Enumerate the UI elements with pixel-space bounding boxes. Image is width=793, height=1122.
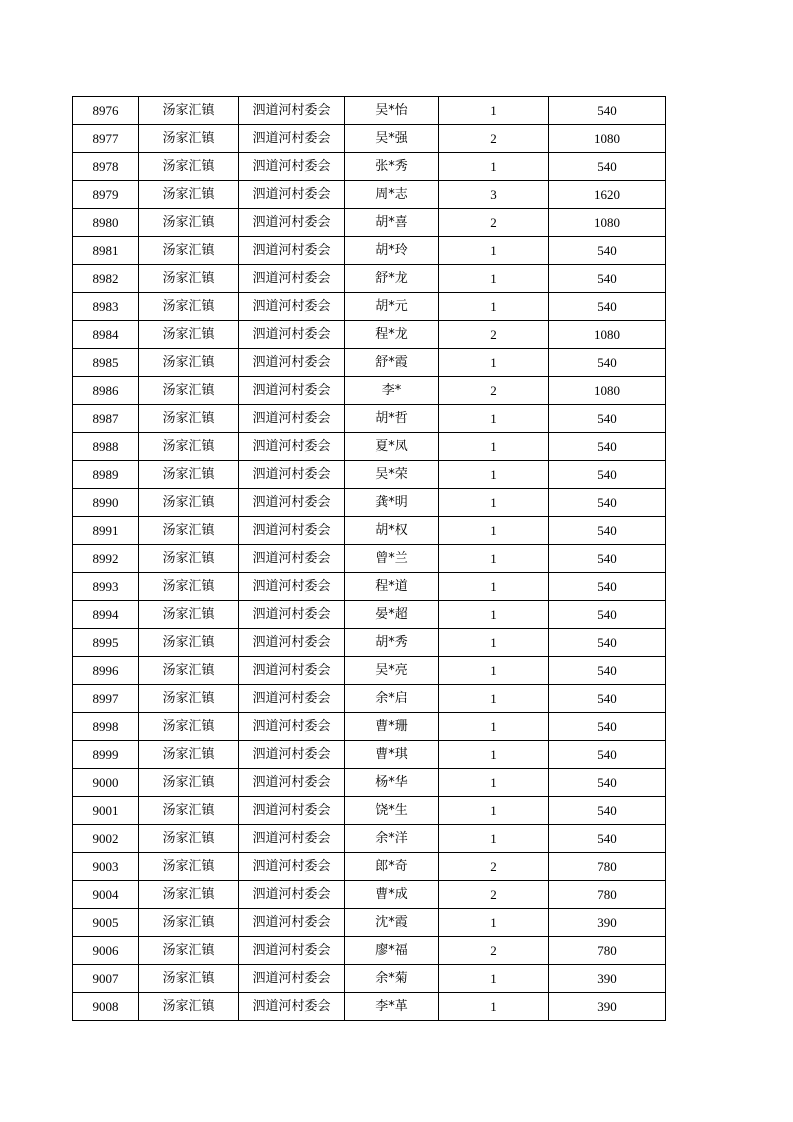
town-cell: 汤家汇镇: [139, 433, 239, 461]
person-name-cell: 胡*哲: [345, 405, 439, 433]
person-name-cell: 余*菊: [345, 965, 439, 993]
amount-cell: 540: [549, 433, 666, 461]
table-row: [73, 237, 666, 265]
roster-table-body: [73, 97, 666, 1021]
row-id-cell: 8976: [73, 97, 139, 125]
table-row: [73, 909, 666, 937]
town-cell: 汤家汇镇: [139, 853, 239, 881]
person-name-cell: 吴*亮: [345, 657, 439, 685]
village-committee-cell: 泗道河村委会: [239, 993, 345, 1021]
town-cell: 汤家汇镇: [139, 293, 239, 321]
amount-cell: 540: [549, 713, 666, 741]
count-cell: 1: [439, 517, 549, 545]
count-cell: 1: [439, 573, 549, 601]
amount-cell: 540: [549, 769, 666, 797]
village-committee-cell: 泗道河村委会: [239, 153, 345, 181]
table-row: [73, 573, 666, 601]
table-row: [73, 881, 666, 909]
amount-cell: 540: [549, 573, 666, 601]
village-committee-cell: 泗道河村委会: [239, 937, 345, 965]
count-cell: 2: [439, 377, 549, 405]
person-name-cell: 郎*奇: [345, 853, 439, 881]
town-cell: 汤家汇镇: [139, 377, 239, 405]
amount-cell: 390: [549, 909, 666, 937]
row-id-cell: 8997: [73, 685, 139, 713]
town-cell: 汤家汇镇: [139, 629, 239, 657]
amount-cell: 540: [549, 489, 666, 517]
village-committee-cell: 泗道河村委会: [239, 629, 345, 657]
village-committee-cell: 泗道河村委会: [239, 741, 345, 769]
village-committee-cell: 泗道河村委会: [239, 601, 345, 629]
town-cell: 汤家汇镇: [139, 181, 239, 209]
person-name-cell: 饶*生: [345, 797, 439, 825]
village-committee-cell: 泗道河村委会: [239, 461, 345, 489]
person-name-cell: 李*: [345, 377, 439, 405]
village-committee-cell: 泗道河村委会: [239, 657, 345, 685]
person-name-cell: 程*龙: [345, 321, 439, 349]
row-id-cell: 8977: [73, 125, 139, 153]
row-id-cell: 9007: [73, 965, 139, 993]
table-row: [73, 377, 666, 405]
table-row: [73, 125, 666, 153]
village-committee-cell: 泗道河村委会: [239, 405, 345, 433]
amount-cell: 540: [549, 657, 666, 685]
row-id-cell: 9003: [73, 853, 139, 881]
row-id-cell: 8989: [73, 461, 139, 489]
amount-cell: 540: [549, 685, 666, 713]
village-committee-cell: 泗道河村委会: [239, 489, 345, 517]
count-cell: 1: [439, 713, 549, 741]
town-cell: 汤家汇镇: [139, 741, 239, 769]
amount-cell: 540: [549, 405, 666, 433]
table-row: [73, 153, 666, 181]
count-cell: 2: [439, 321, 549, 349]
row-id-cell: 9002: [73, 825, 139, 853]
person-name-cell: 吴*强: [345, 125, 439, 153]
person-name-cell: 张*秀: [345, 153, 439, 181]
person-name-cell: 余*洋: [345, 825, 439, 853]
table-row: [73, 517, 666, 545]
row-id-cell: 8990: [73, 489, 139, 517]
count-cell: 2: [439, 881, 549, 909]
village-committee-cell: 泗道河村委会: [239, 825, 345, 853]
row-id-cell: 8994: [73, 601, 139, 629]
amount-cell: 390: [549, 993, 666, 1021]
person-name-cell: 余*启: [345, 685, 439, 713]
town-cell: 汤家汇镇: [139, 265, 239, 293]
village-committee-cell: 泗道河村委会: [239, 293, 345, 321]
village-committee-cell: 泗道河村委会: [239, 881, 345, 909]
count-cell: 1: [439, 461, 549, 489]
village-committee-cell: 泗道河村委会: [239, 853, 345, 881]
count-cell: 1: [439, 153, 549, 181]
person-name-cell: 胡*秀: [345, 629, 439, 657]
amount-cell: 780: [549, 853, 666, 881]
count-cell: 1: [439, 993, 549, 1021]
table-row: [73, 797, 666, 825]
amount-cell: 540: [549, 601, 666, 629]
table-row: [73, 209, 666, 237]
row-id-cell: 8998: [73, 713, 139, 741]
village-committee-cell: 泗道河村委会: [239, 125, 345, 153]
row-id-cell: 8993: [73, 573, 139, 601]
table-row: [73, 629, 666, 657]
table-row: [73, 265, 666, 293]
count-cell: 1: [439, 657, 549, 685]
table-row: [73, 545, 666, 573]
town-cell: 汤家汇镇: [139, 125, 239, 153]
amount-cell: 540: [549, 265, 666, 293]
amount-cell: 780: [549, 937, 666, 965]
town-cell: 汤家汇镇: [139, 349, 239, 377]
row-id-cell: 8986: [73, 377, 139, 405]
row-id-cell: 9001: [73, 797, 139, 825]
amount-cell: 1620: [549, 181, 666, 209]
amount-cell: 540: [549, 741, 666, 769]
table-row: [73, 489, 666, 517]
row-id-cell: 8991: [73, 517, 139, 545]
town-cell: 汤家汇镇: [139, 909, 239, 937]
count-cell: 1: [439, 825, 549, 853]
amount-cell: 390: [549, 965, 666, 993]
town-cell: 汤家汇镇: [139, 97, 239, 125]
count-cell: 2: [439, 937, 549, 965]
row-id-cell: 9004: [73, 881, 139, 909]
table-row: [73, 433, 666, 461]
amount-cell: 540: [549, 349, 666, 377]
table-row: [73, 97, 666, 125]
town-cell: 汤家汇镇: [139, 937, 239, 965]
count-cell: 1: [439, 433, 549, 461]
row-id-cell: 8983: [73, 293, 139, 321]
town-cell: 汤家汇镇: [139, 153, 239, 181]
person-name-cell: 程*道: [345, 573, 439, 601]
table-row: [73, 825, 666, 853]
town-cell: 汤家汇镇: [139, 713, 239, 741]
town-cell: 汤家汇镇: [139, 797, 239, 825]
table-row: [73, 853, 666, 881]
table-row: [73, 181, 666, 209]
person-name-cell: 曹*珊: [345, 713, 439, 741]
village-committee-cell: 泗道河村委会: [239, 377, 345, 405]
village-committee-cell: 泗道河村委会: [239, 209, 345, 237]
amount-cell: 540: [549, 293, 666, 321]
count-cell: 2: [439, 209, 549, 237]
count-cell: 1: [439, 489, 549, 517]
amount-cell: 780: [549, 881, 666, 909]
row-id-cell: 8979: [73, 181, 139, 209]
amount-cell: 540: [549, 545, 666, 573]
village-committee-cell: 泗道河村委会: [239, 97, 345, 125]
town-cell: 汤家汇镇: [139, 825, 239, 853]
amount-cell: 540: [549, 153, 666, 181]
table-row: [73, 293, 666, 321]
village-committee-cell: 泗道河村委会: [239, 713, 345, 741]
amount-cell: 540: [549, 797, 666, 825]
person-name-cell: 廖*福: [345, 937, 439, 965]
count-cell: 1: [439, 601, 549, 629]
table-row: [73, 349, 666, 377]
village-committee-cell: 泗道河村委会: [239, 685, 345, 713]
roster-table: [72, 96, 666, 1021]
row-id-cell: 9006: [73, 937, 139, 965]
table-row: [73, 461, 666, 489]
row-id-cell: 8985: [73, 349, 139, 377]
count-cell: 1: [439, 265, 549, 293]
row-id-cell: 8999: [73, 741, 139, 769]
town-cell: 汤家汇镇: [139, 685, 239, 713]
table-row: [73, 601, 666, 629]
village-committee-cell: 泗道河村委会: [239, 573, 345, 601]
count-cell: 1: [439, 293, 549, 321]
count-cell: 1: [439, 685, 549, 713]
village-committee-cell: 泗道河村委会: [239, 321, 345, 349]
village-committee-cell: 泗道河村委会: [239, 909, 345, 937]
count-cell: 2: [439, 853, 549, 881]
town-cell: 汤家汇镇: [139, 601, 239, 629]
town-cell: 汤家汇镇: [139, 489, 239, 517]
count-cell: 1: [439, 97, 549, 125]
person-name-cell: 曾*兰: [345, 545, 439, 573]
row-id-cell: 8980: [73, 209, 139, 237]
table-row: [73, 321, 666, 349]
count-cell: 1: [439, 349, 549, 377]
village-committee-cell: 泗道河村委会: [239, 265, 345, 293]
table-row: [73, 713, 666, 741]
village-committee-cell: 泗道河村委会: [239, 965, 345, 993]
town-cell: 汤家汇镇: [139, 769, 239, 797]
table-row: [73, 937, 666, 965]
town-cell: 汤家汇镇: [139, 237, 239, 265]
person-name-cell: 胡*玲: [345, 237, 439, 265]
town-cell: 汤家汇镇: [139, 321, 239, 349]
table-row: [73, 741, 666, 769]
count-cell: 3: [439, 181, 549, 209]
document-page: [72, 96, 665, 1021]
table-row: [73, 405, 666, 433]
person-name-cell: 胡*权: [345, 517, 439, 545]
table-row: [73, 657, 666, 685]
count-cell: 1: [439, 797, 549, 825]
table-row: [73, 685, 666, 713]
person-name-cell: 胡*元: [345, 293, 439, 321]
row-id-cell: 9000: [73, 769, 139, 797]
village-committee-cell: 泗道河村委会: [239, 237, 345, 265]
amount-cell: 540: [549, 825, 666, 853]
amount-cell: 1080: [549, 125, 666, 153]
village-committee-cell: 泗道河村委会: [239, 797, 345, 825]
town-cell: 汤家汇镇: [139, 517, 239, 545]
person-name-cell: 龚*明: [345, 489, 439, 517]
row-id-cell: 8982: [73, 265, 139, 293]
count-cell: 1: [439, 909, 549, 937]
row-id-cell: 8978: [73, 153, 139, 181]
row-id-cell: 8995: [73, 629, 139, 657]
row-id-cell: 8981: [73, 237, 139, 265]
row-id-cell: 8992: [73, 545, 139, 573]
town-cell: 汤家汇镇: [139, 573, 239, 601]
person-name-cell: 吴*怡: [345, 97, 439, 125]
row-id-cell: 8984: [73, 321, 139, 349]
town-cell: 汤家汇镇: [139, 209, 239, 237]
town-cell: 汤家汇镇: [139, 993, 239, 1021]
person-name-cell: 晏*超: [345, 601, 439, 629]
amount-cell: 1080: [549, 209, 666, 237]
table-row: [73, 769, 666, 797]
village-committee-cell: 泗道河村委会: [239, 433, 345, 461]
table-row: [73, 965, 666, 993]
count-cell: 1: [439, 741, 549, 769]
count-cell: 1: [439, 629, 549, 657]
count-cell: 1: [439, 545, 549, 573]
town-cell: 汤家汇镇: [139, 461, 239, 489]
town-cell: 汤家汇镇: [139, 545, 239, 573]
village-committee-cell: 泗道河村委会: [239, 181, 345, 209]
row-id-cell: 8987: [73, 405, 139, 433]
row-id-cell: 8996: [73, 657, 139, 685]
count-cell: 1: [439, 405, 549, 433]
person-name-cell: 沈*霞: [345, 909, 439, 937]
town-cell: 汤家汇镇: [139, 405, 239, 433]
amount-cell: 540: [549, 461, 666, 489]
person-name-cell: 杨*华: [345, 769, 439, 797]
row-id-cell: 9008: [73, 993, 139, 1021]
person-name-cell: 吴*荣: [345, 461, 439, 489]
count-cell: 1: [439, 965, 549, 993]
table-row: [73, 993, 666, 1021]
amount-cell: 540: [549, 517, 666, 545]
row-id-cell: 8988: [73, 433, 139, 461]
amount-cell: 540: [549, 97, 666, 125]
town-cell: 汤家汇镇: [139, 965, 239, 993]
person-name-cell: 曹*成: [345, 881, 439, 909]
village-committee-cell: 泗道河村委会: [239, 517, 345, 545]
village-committee-cell: 泗道河村委会: [239, 545, 345, 573]
village-committee-cell: 泗道河村委会: [239, 349, 345, 377]
person-name-cell: 舒*霞: [345, 349, 439, 377]
count-cell: 2: [439, 125, 549, 153]
village-committee-cell: 泗道河村委会: [239, 769, 345, 797]
person-name-cell: 周*志: [345, 181, 439, 209]
amount-cell: 540: [549, 237, 666, 265]
person-name-cell: 舒*龙: [345, 265, 439, 293]
amount-cell: 540: [549, 629, 666, 657]
amount-cell: 1080: [549, 321, 666, 349]
person-name-cell: 夏*凤: [345, 433, 439, 461]
person-name-cell: 曹*琪: [345, 741, 439, 769]
amount-cell: 1080: [549, 377, 666, 405]
person-name-cell: 李*革: [345, 993, 439, 1021]
row-id-cell: 9005: [73, 909, 139, 937]
town-cell: 汤家汇镇: [139, 657, 239, 685]
count-cell: 1: [439, 769, 549, 797]
count-cell: 1: [439, 237, 549, 265]
person-name-cell: 胡*喜: [345, 209, 439, 237]
town-cell: 汤家汇镇: [139, 881, 239, 909]
